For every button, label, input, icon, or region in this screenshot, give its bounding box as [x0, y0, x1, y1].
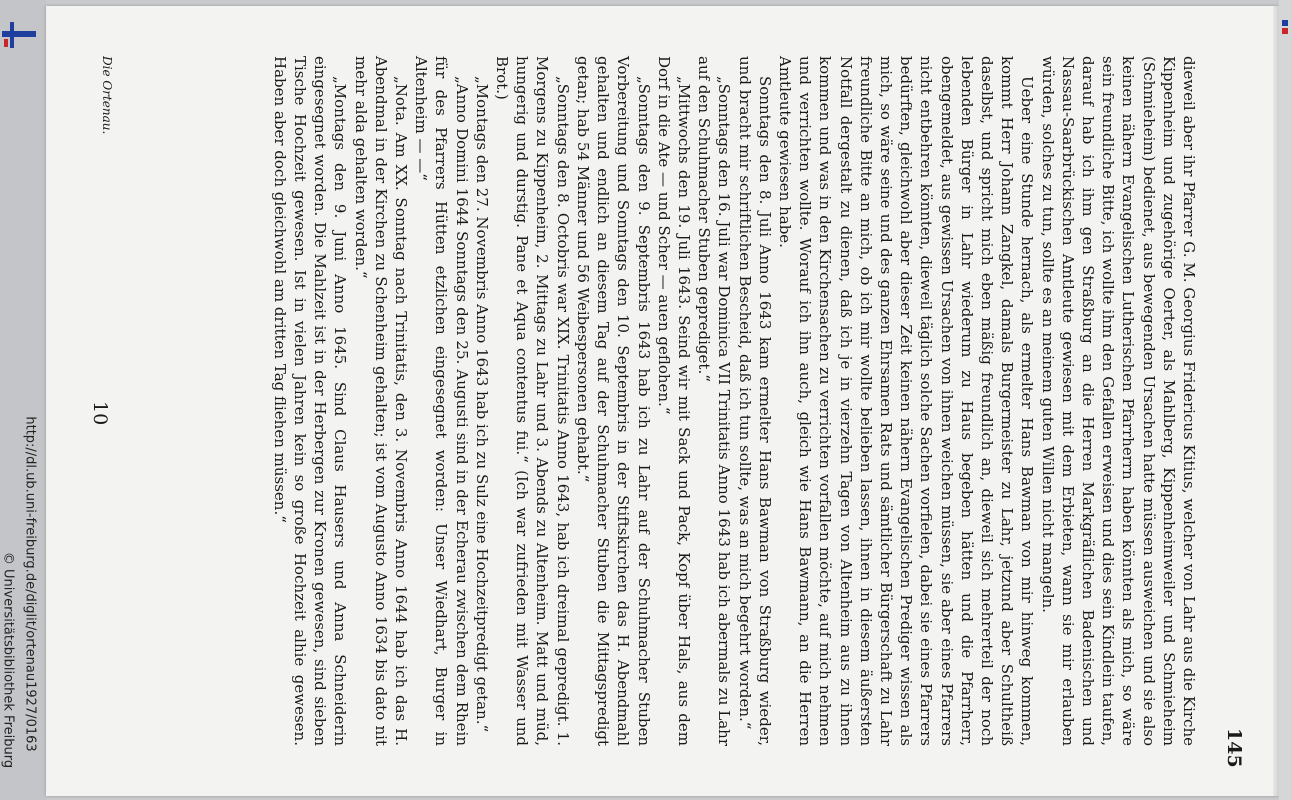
paragraph: dieweil aber ihr Pfarrer G. M. Georgius Fridericus Kitius, welcher von Lahr aus die Kirche Kippenheim und zugehörige Oerter, als Mahlberg, Kippenheimweiler und Schmieheim (Schmieheim) bedienet, aus bewegenden Ursachen hatte müssen ausweichen und sie also keinen nähern Evangelischen Lutherischen Pfarrherrn haben könnten als mich, so wäre sein freundliche Bitte, ich wollte ihm den Gefallen erweisen und dies sein Kindlein taufen, darauf hab ich ihm gen Straßburg an die Herren Markgräflichen Badenischen und Nassau-Saarbrückischen Amtleute gewiesen mit dem Erbieten, wann sie mir erlauben würden, solches zu tun, sollte es an meinem guten Willen nicht mangeln. [1038, 56, 1198, 746]
running-foot: Die Ortenau. [100, 56, 114, 135]
flag-mini-icon [1282, 20, 1288, 36]
viewer-right-strip [1279, 0, 1291, 800]
paragraph: „Montags den 27. Novembris Anno 1643 hab ich zu Sulz eine Hochzeitpredigt getan.“ [472, 76, 491, 733]
credit-url-text[interactable]: http://dl.ub.uni-freiburg.de/diglit/ortenau1927/0163 [22, 416, 38, 752]
credit-owner-text: © Universitätsbibliothek Freiburg [0, 551, 16, 769]
flag-icon [2, 22, 36, 48]
paragraph: Sonntags den 8. Juli Anno 1643 kam ermelter Hans Bawman von Straßburg wieder, und bracht mir schriftlichen Bescheid, daß ich tun sollte, was an mich begehrt worden.“ [735, 56, 774, 746]
paragraph: „Sonntags den 16. Juli war Dominica VII Trinitatis Anno 1643 hab ich abermals zu Lahr auf den Schuhmacher Stuben geprediget.“ [695, 56, 734, 746]
paragraph: „Sonntags den 9. Septembris 1643 hab ich zu Lahr auf der Schuhmacher Stuben Vorbereitung und Sonntags den 10. Septembris in der Stiftskirchen das H. Abendmahl gehalten und endlich an diesem Tag auf der Schuhmacher Stuben die Mittagspredigt getan; hab 54 Männer und 56 Weibespersonen gehabt.“ [573, 56, 653, 746]
paragraph: „Montags den 9. Juni Anno 1645. Sind Claus Hausers und Anna Schneiderin eingesegnet worden. Die Mahlzeit ist in der Herbergen zur Kronen gewesen, sind sieben Tische Hochzeit gewesen. Ist in vielen Jahren kein so große Hochzeit alhie gewesen. Haben aber doch gleichwohl am dritten Tag fliehen müssen.“ [270, 56, 350, 746]
page-number: 145 [1223, 728, 1245, 768]
signature-number: 10 [89, 401, 111, 426]
paragraph: „Nota. Am XX. Sonntag nach Trinitatis, den 3. Novembris Anno 1644 hab ich das H. Abendmal in der Kirchen zu Schenheim gehalten; ist vom Augusto Anno 1634 bis dato nit mehr alda gehalten worden.“ [351, 56, 411, 746]
paragraph: „Mittwochs den 19. Juli 1643. Seind wir mit Sack und Pack, Kopf über Hals, aus dem Dorf in die Ate — und Scher — auen geflohen.“ [654, 56, 693, 746]
page-content-rotated [46, 6, 1279, 796]
scanned-page [46, 6, 1279, 796]
body-text [270, 56, 1199, 746]
viewer-left-strip [0, 0, 46, 800]
paragraph: „Anno Domini 1644 Sonntags den 25. Augusti sind in der Echerau zwischen dem Rhein für des Pfarrers Hütten etzlichen eingesegnet worden: Unser Wiedhart, Burger in Altenheim — —“ [412, 56, 471, 746]
paragraph: „Sonntags den 8. Octobris war XIX. Trinitatis Anno 1643, hab ich dreimal gepredigt. 1. Morgens zu Kippenheim, 2. Mittags zu Lahr und 3. Abends zu Altenheim. Matt und müd, hungerig und durstig. Pane et Aqua contentus fui.“ (Ich war zufrieden mit Wasser und Brot.) [493, 56, 572, 746]
paragraph: Ueber eine Stunde hernach, als ermelter Hans Bawman von mir hinweg kommen, kommt Herr Johann Zangkel, damals Burgermeister zu Lahr, jetzund aber Schultheiß daselbst, und spricht mich eben mäßig freundlich an, dieweil sich mehrerteil der noch lebenden Bürger in Lahr wiederum zu Haus begeben hätten und die Pfarrherr, obengemeldet, aus gewissen Ursachen von ihnen weichen müssen, sie aber eines Pfarrers nicht entbehren könnten, dieweil täglich solche Sachen vorfielen, dabei sie eines Pfarrers bedürften, gleichwohl aber dieser Zeit keinen nähern Evangelischen Prediger wissen als mich, so wäre seine und des ganzen Ehrsamen Rats und sämtlicher Bürgerschaft zu Lahr freundliche Bitte an mich, ob ich mir wollte belieben lassen, ihnen in diesem äußersten Notfall dergestalt zu dienen, daß ich je in vierzehn Tagen von Altenheim aus zu ihnen kommen und was in den Kirchensachen zu verrichten vorfallen möchte, auf mich nehmen und verrichten wollte. Worauf ich ihn auch, gleich wie Hans Bawmann, an die Herren Amtleute gewiesen habe. [775, 56, 1037, 746]
